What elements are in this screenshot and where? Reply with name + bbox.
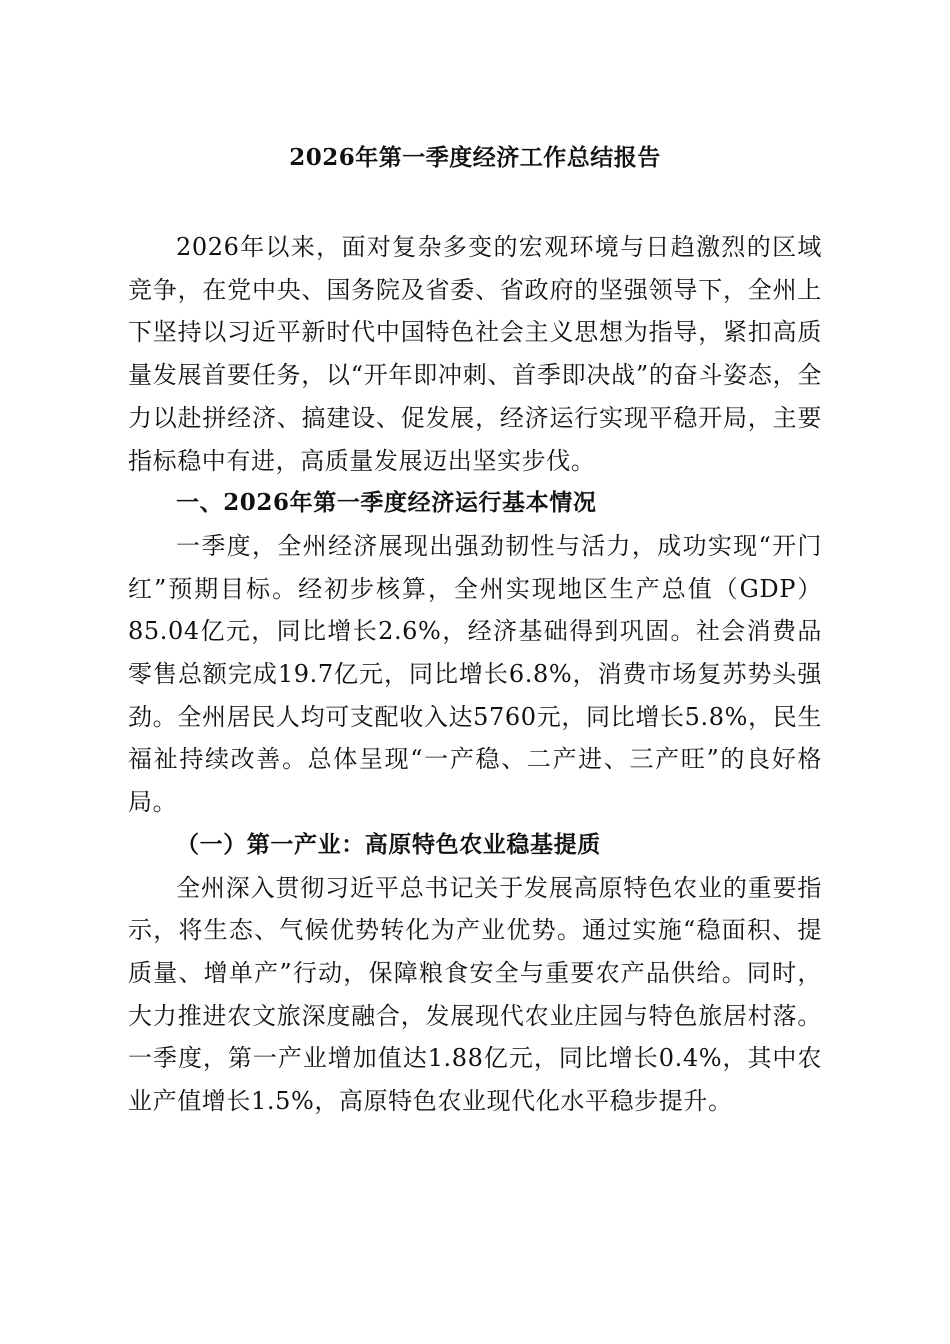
document-page [128, 138, 822, 1123]
subsection-paragraph-1: 全州深入贯彻习近平总书记关于发展高原特色农业的重要指示，将生态、气候优势转化为产业优势。通过实施“稳面积、提质量、增单产”行动，保障粮食安全与重要农产品供给。同时，大力推进农文旅深度融合，发展现代农业庄园与特色旅居村落。一季度，第一产业增加值达1.88亿元，同比增长0.4%，其中农业产值增长1.5%，高原特色农业现代化水平稳步提升。 [128, 873, 822, 1116]
section-paragraph-1: 一季度，全州经济展现出强劲韧性与活力，成功实现“开门红”预期目标。经初步核算，全州实现地区生产总值（GDP）85.04亿元，同比增长2.6%，经济基础得到巩固。社会消费品零售总额完成19.7亿元，同比增长6.8%，消费市场复苏势头强劲。全州居民人均可支配收入达5760元，同比增长5.8%，民生福祉持续改善。总体呈现“一产稳、二产进、三产旺”的良好格局。 [128, 531, 822, 817]
section-heading-1: 一、2026年第一季度经济运行基本情况 [176, 489, 597, 517]
subsection-heading-1: （一）第一产业：高原特色农业稳基提质 [176, 830, 601, 858]
document-title: 2026年第一季度经济工作总结报告 [289, 144, 661, 171]
intro-paragraph: 2026年以来，面对复杂多变的宏观环境与日趋激烈的区域竞争，在党中央、国务院及省委、省政府的坚强领导下，全州上下坚持以习近平新时代中国特色社会主义思想为指导，紧扣高质量发展首要任务，以“开年即冲刺、首季即决战”的奋斗姿态，全力以赴拼经济、搞建设、促发展，经济运行实现平稳开局，主要指标稳中有进，高质量发展迈出坚实步伐。 [128, 233, 822, 475]
